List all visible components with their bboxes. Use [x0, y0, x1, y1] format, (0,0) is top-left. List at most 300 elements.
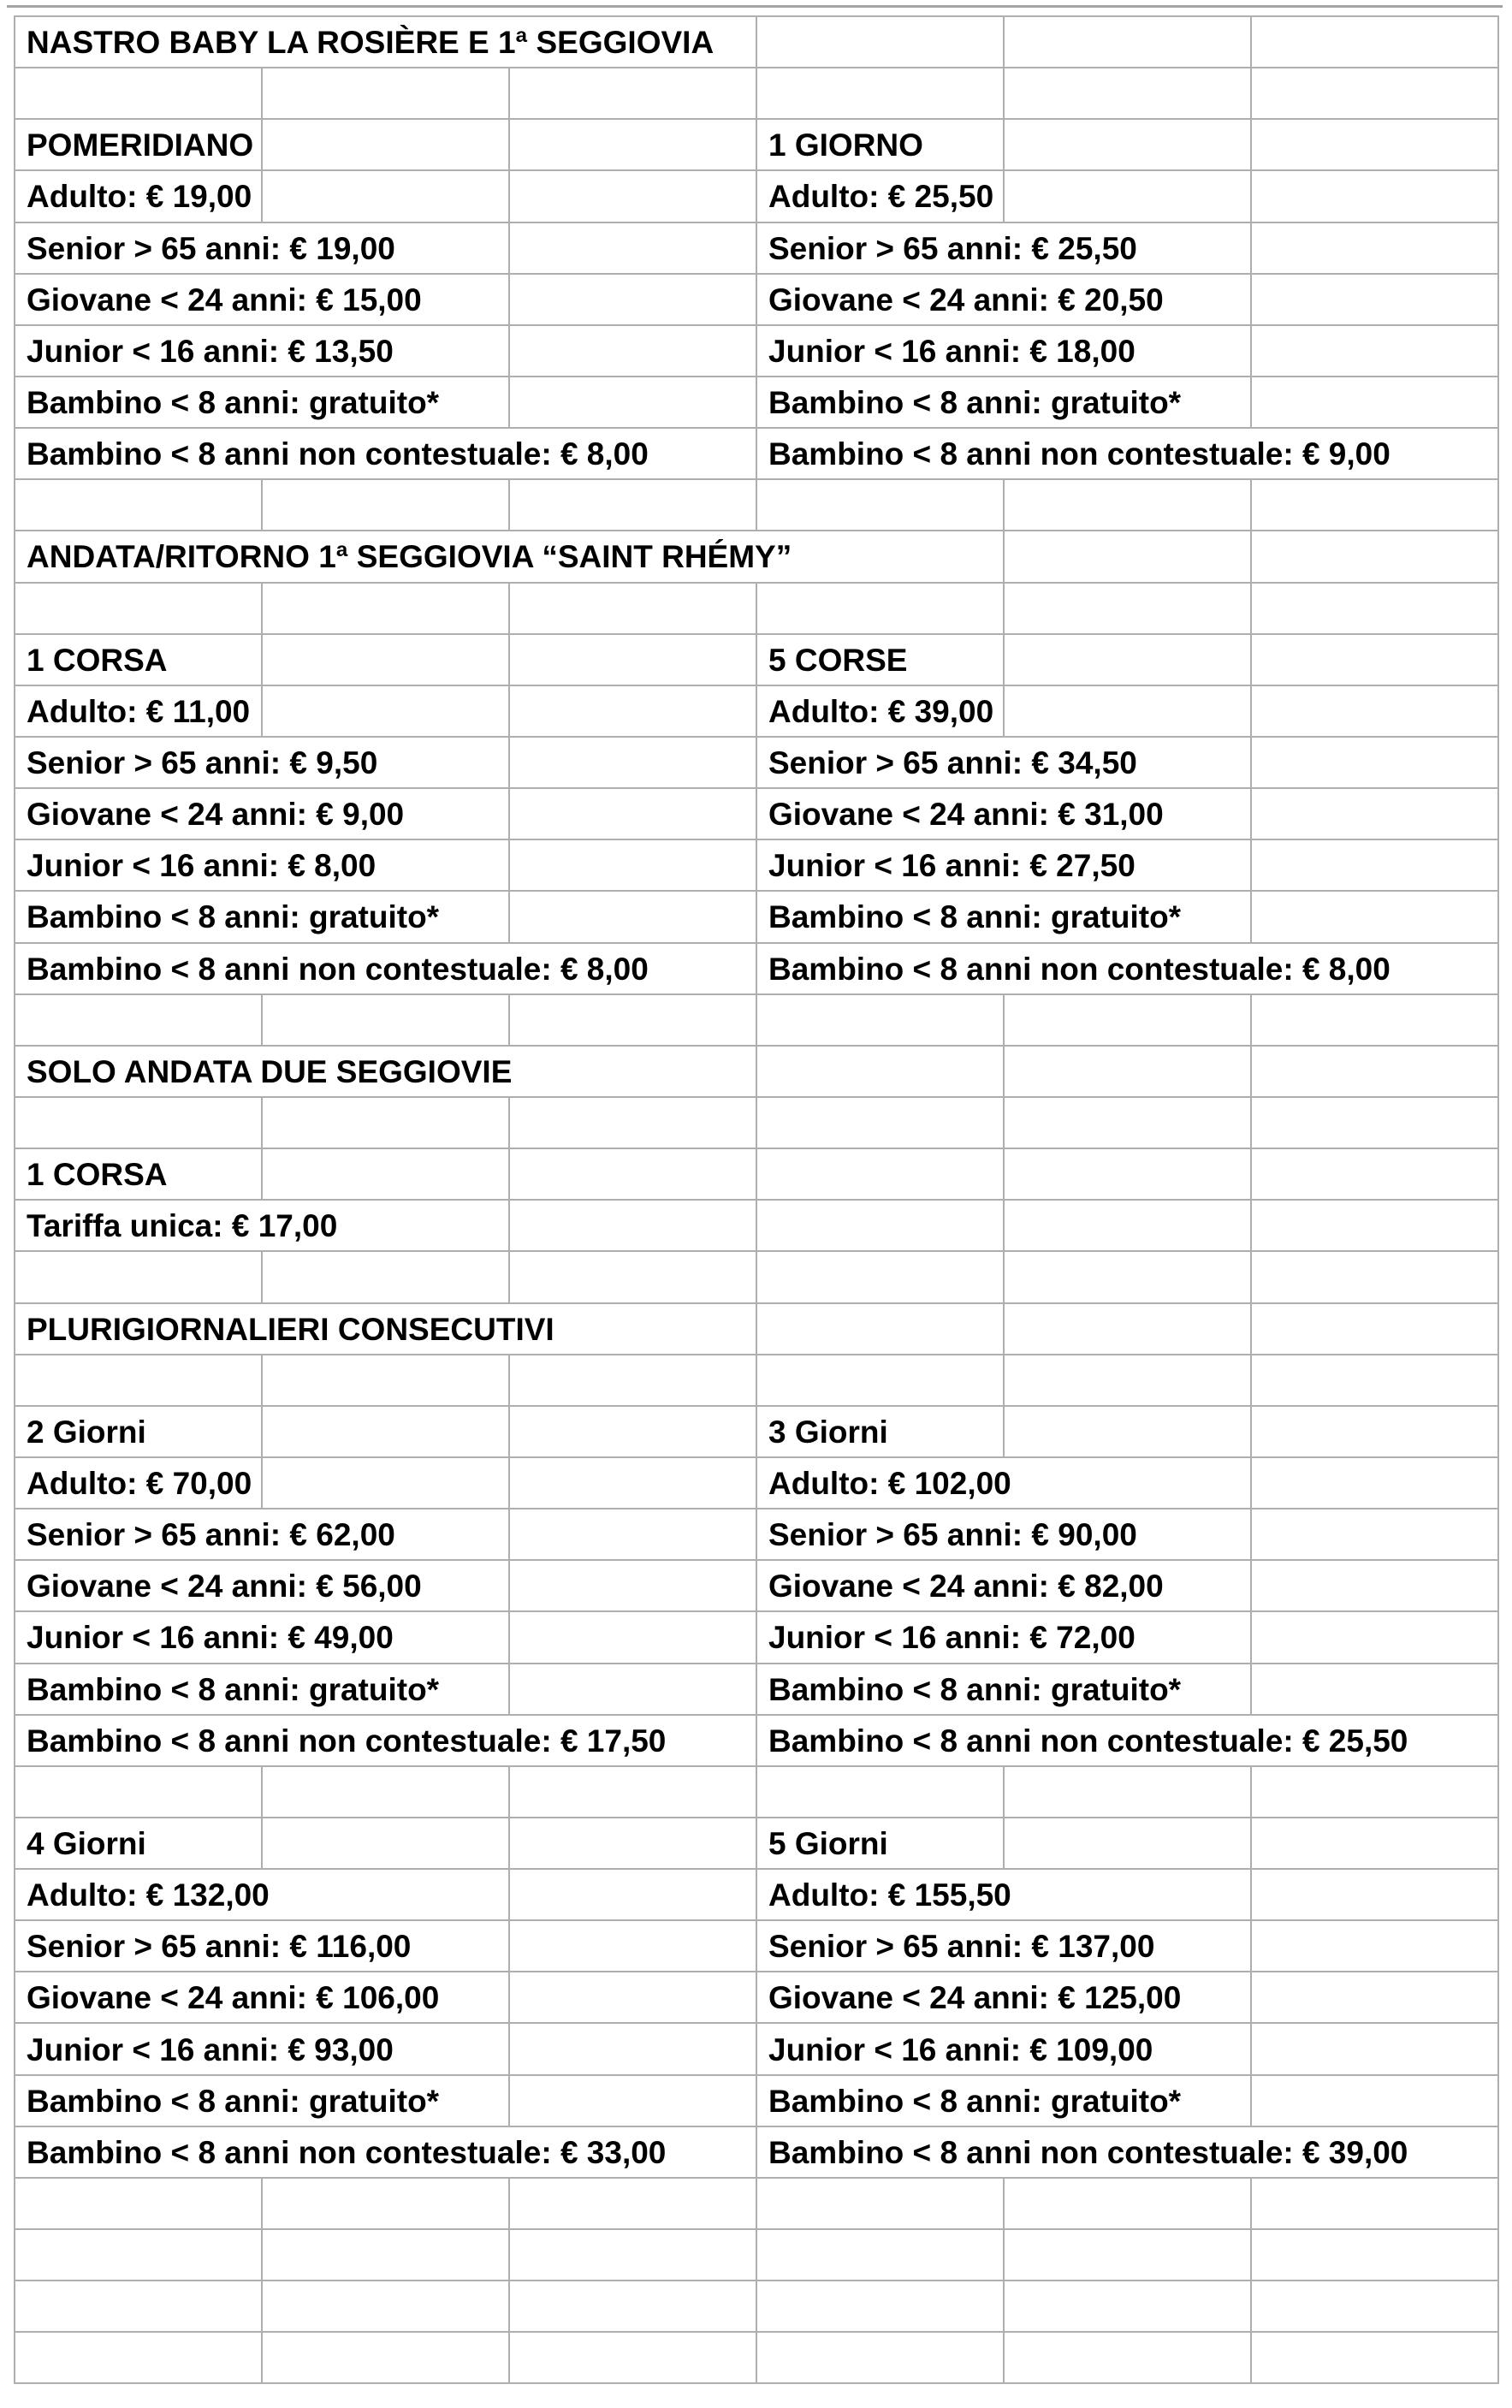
table-row [15, 2179, 1499, 2230]
table-row [15, 892, 1499, 943]
empty-cell [263, 120, 510, 171]
empty-cell [263, 480, 510, 531]
empty-cell [15, 1767, 263, 1818]
empty-cell [1252, 17, 1499, 68]
cell-text: Bambino < 8 anni: gratuito* [27, 2083, 440, 2119]
cell [15, 531, 1005, 583]
cell [15, 944, 757, 995]
empty-cell [757, 2230, 1005, 2281]
table-row [15, 1664, 1499, 1716]
cell-text: Bambino < 8 anni non contestuale: € 8,00 [768, 951, 1390, 987]
cell-text: Senior > 65 anni: € 34,50 [768, 745, 1137, 781]
cell [15, 2024, 510, 2075]
empty-cell [757, 2333, 1005, 2384]
empty-cell [263, 1458, 510, 1509]
empty-cell [1252, 2333, 1499, 2384]
table-row [15, 944, 1499, 995]
cell [15, 686, 263, 738]
table-row [15, 1972, 1499, 2024]
empty-cell [263, 2281, 510, 2333]
cell [757, 275, 1252, 326]
table-row [15, 635, 1499, 686]
empty-cell [510, 377, 757, 429]
empty-cell [1005, 1149, 1252, 1201]
empty-cell [263, 1355, 510, 1407]
cell [15, 2076, 510, 2127]
cell [757, 171, 1005, 222]
empty-cell [1005, 1047, 1252, 1098]
cell-text: Bambino < 8 anni: gratuito* [27, 385, 440, 421]
empty-cell [757, 1355, 1005, 1407]
cell [757, 1561, 1252, 1612]
empty-cell [1252, 2179, 1499, 2230]
cell [15, 1818, 263, 1870]
cell [757, 1972, 1252, 2024]
empty-cell [263, 1098, 510, 1149]
empty-cell [1005, 1252, 1252, 1303]
empty-cell [1252, 1561, 1499, 1612]
cell-text: Bambino < 8 anni: gratuito* [27, 1671, 440, 1707]
table-row [15, 1716, 1499, 1767]
cell [15, 1972, 510, 2024]
empty-cell [1005, 531, 1252, 583]
cell-text: Giovane < 24 anni: € 125,00 [768, 1980, 1182, 2016]
empty-cell [263, 171, 510, 222]
cell-text: Tariffa unica: € 17,00 [27, 1208, 338, 1244]
cell-text: Bambino < 8 anni non contestuale: € 9,00 [768, 436, 1390, 472]
cell-text: Adulto: € 155,50 [768, 1877, 1011, 1913]
cell [757, 1407, 1005, 1458]
table-row [15, 2230, 1499, 2281]
cell [757, 2076, 1252, 2127]
cell [15, 1664, 510, 1716]
empty-cell [510, 1870, 757, 1921]
cell [15, 17, 757, 68]
empty-cell [1252, 789, 1499, 840]
empty-cell [1252, 1304, 1499, 1355]
empty-cell [510, 2076, 757, 2127]
empty-cell [1005, 480, 1252, 531]
empty-cell [15, 2230, 263, 2281]
empty-cell [263, 686, 510, 738]
cell-text: Senior > 65 anni: € 25,50 [768, 230, 1137, 266]
cell [15, 275, 510, 326]
cell-text: Junior < 16 anni: € 72,00 [768, 1620, 1135, 1656]
empty-cell [1252, 1664, 1499, 1716]
table-row [15, 1407, 1499, 1458]
cell-text: Senior > 65 anni: € 19,00 [27, 230, 395, 266]
empty-cell [263, 635, 510, 686]
empty-cell [1005, 1407, 1252, 1458]
empty-cell [510, 1561, 757, 1612]
table-row [15, 738, 1499, 789]
cell-text: Bambino < 8 anni non contestuale: € 8,00 [27, 951, 649, 987]
empty-cell [15, 2281, 263, 2333]
table-row [15, 429, 1499, 480]
table-row [15, 686, 1499, 738]
table-row [15, 1304, 1499, 1355]
table-row [15, 1612, 1499, 1664]
empty-cell [1252, 1047, 1499, 1098]
cell-text: Senior > 65 anni: € 62,00 [27, 1517, 395, 1553]
empty-cell [263, 1407, 510, 1458]
empty-cell [1005, 1818, 1252, 1870]
cell-text: SOLO ANDATA DUE SEGGIOVIE [27, 1053, 513, 1089]
empty-cell [1252, 738, 1499, 789]
empty-cell [757, 2179, 1005, 2230]
table-row [15, 1149, 1499, 1201]
empty-cell [1252, 1870, 1499, 1921]
cell [757, 1509, 1252, 1561]
empty-cell [1005, 2230, 1252, 2281]
empty-cell [510, 326, 757, 377]
empty-cell [1005, 1355, 1252, 1407]
empty-cell [510, 840, 757, 892]
cell [757, 2024, 1252, 2075]
empty-cell [1252, 120, 1499, 171]
cell [757, 1716, 1499, 1767]
cell-text: Bambino < 8 anni: gratuito* [27, 899, 440, 935]
empty-cell [510, 1972, 757, 2024]
table-row [15, 480, 1499, 531]
empty-cell [1252, 2024, 1499, 2075]
table-row [15, 1561, 1499, 1612]
cell [757, 1870, 1252, 1921]
empty-cell [510, 1098, 757, 1149]
empty-cell [510, 1407, 757, 1458]
cell [15, 1458, 263, 1509]
cell [757, 1612, 1252, 1664]
empty-cell [263, 584, 510, 635]
empty-cell [1005, 120, 1252, 171]
empty-cell [15, 2179, 263, 2230]
table-row [15, 584, 1499, 635]
cell [15, 1870, 510, 1921]
cell-text: Giovane < 24 anni: € 20,50 [768, 282, 1164, 317]
empty-cell [1005, 1201, 1252, 1252]
empty-cell [1005, 1767, 1252, 1818]
empty-cell [510, 2179, 757, 2230]
empty-cell [1252, 686, 1499, 738]
empty-cell [1005, 2281, 1252, 2333]
cell [757, 223, 1252, 275]
empty-cell [263, 1767, 510, 1818]
cell-text: Adulto: € 19,00 [27, 179, 252, 215]
table-row [15, 1355, 1499, 1407]
empty-cell [757, 1304, 1005, 1355]
table-row [15, 1047, 1499, 1098]
table-row [15, 68, 1499, 120]
empty-cell [1252, 377, 1499, 429]
cell-text: Junior < 16 anni: € 93,00 [27, 2031, 394, 2067]
cell [15, 789, 510, 840]
empty-cell [263, 1818, 510, 1870]
empty-cell [510, 2230, 757, 2281]
table-row [15, 1509, 1499, 1561]
cell-text: Junior < 16 anni: € 13,50 [27, 333, 394, 369]
table-row [15, 2281, 1499, 2333]
cell-text: Bambino < 8 anni non contestuale: € 25,50 [768, 1723, 1408, 1759]
empty-cell [757, 2281, 1005, 2333]
empty-cell [1252, 1252, 1499, 1303]
empty-cell [757, 1098, 1005, 1149]
empty-cell [1252, 2076, 1499, 2127]
cell [757, 892, 1252, 943]
cell [757, 326, 1252, 377]
empty-cell [263, 2333, 510, 2384]
empty-cell [1252, 635, 1499, 686]
empty-cell [263, 1252, 510, 1303]
table-row [15, 1201, 1499, 1252]
cell-text: ANDATA/RITORNO 1ª SEGGIOVIA “SAINT RHÉMY” [27, 539, 792, 575]
empty-cell [1252, 531, 1499, 583]
empty-cell [1005, 1098, 1252, 1149]
empty-cell [1252, 2230, 1499, 2281]
cell-text: Adulto: € 132,00 [27, 1877, 270, 1913]
empty-cell [757, 68, 1005, 120]
cell-text: Adulto: € 39,00 [768, 693, 994, 729]
table-row [15, 17, 1499, 68]
empty-cell [1252, 1201, 1499, 1252]
empty-cell [757, 995, 1005, 1047]
cell [15, 1716, 757, 1767]
empty-cell [510, 68, 757, 120]
cell [757, 789, 1252, 840]
cell [757, 1664, 1252, 1716]
cell-text: Giovane < 24 anni: € 31,00 [768, 797, 1164, 833]
cell-text: Junior < 16 anni: € 8,00 [27, 848, 377, 884]
empty-cell [1252, 1458, 1499, 1509]
empty-cell [1005, 584, 1252, 635]
cell [15, 1304, 757, 1355]
cell [757, 840, 1252, 892]
empty-cell [510, 738, 757, 789]
cell-text: 1 CORSA [27, 1157, 168, 1193]
cell [15, 377, 510, 429]
cell [15, 120, 263, 171]
empty-cell [510, 1149, 757, 1201]
empty-cell [15, 1098, 263, 1149]
cell-text: 1 CORSA [27, 642, 168, 678]
table-row [15, 840, 1499, 892]
cell-text: 5 Giorni [768, 1825, 888, 1861]
cell [757, 686, 1005, 738]
empty-cell [510, 2333, 757, 2384]
cell [15, 738, 510, 789]
empty-cell [510, 1509, 757, 1561]
table-row [15, 275, 1499, 326]
empty-cell [510, 120, 757, 171]
empty-cell [510, 223, 757, 275]
cell-text: Junior < 16 anni: € 109,00 [768, 2031, 1153, 2067]
cell [15, 1509, 510, 1561]
cell-text: NASTRO BABY LA ROSIÈRE E 1ª SEGGIOVIA [27, 25, 714, 61]
table-row [15, 171, 1499, 222]
empty-cell [1005, 171, 1252, 222]
empty-cell [263, 68, 510, 120]
empty-cell [510, 1612, 757, 1664]
table-row [15, 2127, 1499, 2179]
empty-cell [510, 892, 757, 943]
cell [15, 635, 263, 686]
cell-text: 5 CORSE [768, 642, 908, 678]
cell [757, 738, 1252, 789]
cell-text: Giovane < 24 anni: € 106,00 [27, 1980, 440, 2016]
empty-cell [757, 480, 1005, 531]
empty-cell [510, 584, 757, 635]
cell [15, 326, 510, 377]
empty-cell [1252, 1612, 1499, 1664]
empty-cell [1252, 2281, 1499, 2333]
cell-text: Bambino < 8 anni: gratuito* [768, 899, 1182, 935]
cell-text: Adulto: € 25,50 [768, 179, 994, 215]
cell [15, 892, 510, 943]
empty-cell [1252, 1509, 1499, 1561]
empty-cell [757, 1149, 1005, 1201]
empty-cell [1252, 480, 1499, 531]
empty-cell [1252, 171, 1499, 222]
empty-cell [263, 1149, 510, 1201]
cell-text: Senior > 65 anni: € 90,00 [768, 1517, 1137, 1553]
empty-cell [15, 584, 263, 635]
empty-cell [263, 2230, 510, 2281]
empty-cell [1252, 1921, 1499, 1972]
empty-cell [1252, 1149, 1499, 1201]
cell-text: Bambino < 8 anni: gratuito* [768, 1671, 1182, 1707]
empty-cell [1005, 635, 1252, 686]
cell [15, 840, 510, 892]
cell [757, 1458, 1252, 1509]
empty-cell [1005, 68, 1252, 120]
empty-cell [1005, 2333, 1252, 2384]
empty-cell [510, 1818, 757, 1870]
empty-cell [757, 1047, 1005, 1098]
cell-text: Bambino < 8 anni non contestuale: € 17,50 [27, 1723, 667, 1759]
table-row [15, 1767, 1499, 1818]
cell [757, 2127, 1499, 2179]
cell-text: Junior < 16 anni: € 18,00 [768, 333, 1135, 369]
empty-cell [1005, 686, 1252, 738]
empty-cell [510, 1252, 757, 1303]
empty-cell [1252, 1767, 1499, 1818]
empty-cell [1005, 2179, 1252, 2230]
cell-text: Senior > 65 anni: € 137,00 [768, 1929, 1155, 1965]
table-row [15, 223, 1499, 275]
empty-cell [1252, 892, 1499, 943]
cell-text: Bambino < 8 anni non contestuale: € 8,00 [27, 436, 649, 472]
empty-cell [757, 17, 1005, 68]
empty-cell [1005, 995, 1252, 1047]
table-row [15, 1921, 1499, 1972]
cell-text: Senior > 65 anni: € 116,00 [27, 1929, 412, 1965]
cell-text: Bambino < 8 anni: gratuito* [768, 385, 1182, 421]
empty-cell [1005, 17, 1252, 68]
empty-cell [1252, 1098, 1499, 1149]
empty-cell [1252, 68, 1499, 120]
cell-text: Senior > 65 anni: € 9,50 [27, 745, 378, 781]
cell-text: Bambino < 8 anni: gratuito* [768, 2083, 1182, 2119]
empty-cell [15, 68, 263, 120]
empty-cell [510, 1767, 757, 1818]
cell [15, 223, 510, 275]
cell [15, 1921, 510, 1972]
table-row [15, 789, 1499, 840]
empty-cell [510, 635, 757, 686]
empty-cell [510, 171, 757, 222]
table-row [15, 2024, 1499, 2075]
cell-text: 1 GIORNO [768, 128, 923, 163]
cell [757, 944, 1499, 995]
empty-cell [510, 1458, 757, 1509]
cell [757, 377, 1252, 429]
table-row [15, 1098, 1499, 1149]
cell [15, 1407, 263, 1458]
empty-cell [510, 1355, 757, 1407]
table-row [15, 531, 1499, 583]
empty-cell [15, 995, 263, 1047]
empty-cell [510, 2024, 757, 2075]
empty-cell [1252, 1407, 1499, 1458]
empty-cell [15, 1252, 263, 1303]
cell [15, 171, 263, 222]
cell [757, 635, 1005, 686]
empty-cell [510, 789, 757, 840]
cell [757, 429, 1499, 480]
empty-cell [1252, 223, 1499, 275]
cell-text: PLURIGIORNALIERI CONSECUTIVI [27, 1311, 554, 1347]
cell [15, 2127, 757, 2179]
empty-cell [510, 1201, 757, 1252]
empty-cell [1252, 995, 1499, 1047]
cell [757, 1818, 1005, 1870]
cell [757, 1921, 1252, 1972]
table-row [15, 326, 1499, 377]
cell [15, 1561, 510, 1612]
table-row [15, 1252, 1499, 1303]
empty-cell [1252, 1355, 1499, 1407]
cell [15, 1047, 757, 1098]
cell-text: 3 Giorni [768, 1414, 888, 1450]
cell-text: Giovane < 24 anni: € 56,00 [27, 1569, 422, 1604]
table-row [15, 2333, 1499, 2384]
empty-cell [15, 480, 263, 531]
cell-text: Bambino < 8 anni non contestuale: € 39,00 [768, 2134, 1408, 2170]
table-row [15, 1458, 1499, 1509]
empty-cell [510, 1921, 757, 1972]
table-row [15, 2076, 1499, 2127]
cell-text: 4 Giorni [27, 1825, 146, 1861]
cell-text: Adulto: € 11,00 [27, 693, 251, 729]
cell-text: Giovane < 24 anni: € 9,00 [27, 797, 405, 833]
cell-text: Adulto: € 102,00 [768, 1466, 1011, 1501]
price-table [14, 15, 1499, 2384]
empty-cell [1252, 1818, 1499, 1870]
empty-cell [510, 686, 757, 738]
table-row [15, 995, 1499, 1047]
table-row [15, 1818, 1499, 1870]
cell [15, 429, 757, 480]
cell [757, 120, 1005, 171]
cell-text: Bambino < 8 anni non contestuale: € 33,00 [27, 2134, 667, 2170]
cell-text: Junior < 16 anni: € 49,00 [27, 1620, 394, 1656]
empty-cell [15, 1355, 263, 1407]
cell-text: POMERIDIANO [27, 128, 254, 163]
empty-cell [1252, 840, 1499, 892]
cell-text: Giovane < 24 anni: € 82,00 [768, 1569, 1164, 1604]
empty-cell [263, 995, 510, 1047]
empty-cell [1252, 326, 1499, 377]
empty-cell [510, 995, 757, 1047]
